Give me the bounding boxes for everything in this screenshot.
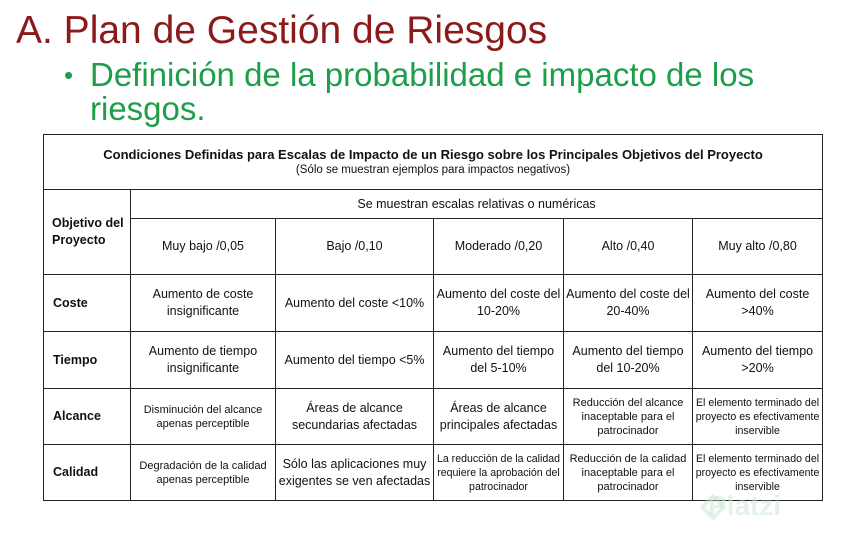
table-row-scope <box>44 389 823 445</box>
table-cell: Aumento del tiempo <5% <box>276 332 434 389</box>
objective-header: Objetivo del Proyecto <box>44 190 131 275</box>
table-cell: Reducción del alcance inaceptable para el patrocinador <box>564 389 693 445</box>
table-cell: Aumento del tiempo >20% <box>693 332 823 389</box>
row-label: Calidad <box>44 445 131 501</box>
scale-low: Bajo /0,10 <box>276 219 434 275</box>
table-row-quality <box>44 445 823 501</box>
table-cell: Aumento de coste insignificante <box>131 275 276 332</box>
table-cell: Áreas de alcance principales afectadas <box>434 389 564 445</box>
row-label: Coste <box>44 275 131 332</box>
table-cell: El elemento terminado del proyecto es efectivamente inservible <box>693 389 823 445</box>
table-cell: Aumento del coste >40% <box>693 275 823 332</box>
table-cell: Aumento del tiempo del 10-20% <box>564 332 693 389</box>
bullet-icon: • <box>64 60 74 90</box>
table-cell: Aumento de tiempo insignificante <box>131 332 276 389</box>
relative-scale-note: Se muestran escalas relativas o numéricas <box>131 190 823 219</box>
table-header <box>44 135 823 190</box>
table-row-cost <box>44 275 823 332</box>
table-note: (Sólo se muestran ejemplos para impactos negativos) <box>295 164 571 176</box>
table-cell: Aumento del coste del 20-40% <box>564 275 693 332</box>
table-cell: Degradación de la calidad apenas perceptible <box>131 445 276 501</box>
table-cell: Aumento del tiempo del 5-10% <box>434 332 564 389</box>
slide-title: A. Plan de Gestión de Riesgos <box>16 9 548 52</box>
impact-scale-table <box>43 134 823 501</box>
platzi-watermark: Platzi <box>708 490 782 521</box>
scale-very-high: Muy alto /0,80 <box>693 219 823 275</box>
table-cell: Sólo las aplicaciones muy exigentes se ven afectadas <box>276 445 434 501</box>
row-label: Alcance <box>44 389 131 445</box>
scale-moderate: Moderado /0,20 <box>434 219 564 275</box>
table-cell: La reducción de la calidad requiere la aprobación del patrocinador <box>434 445 564 501</box>
table-cell: Disminución del alcance apenas perceptible <box>131 389 276 445</box>
slide-subtitle: Definición de la probabilidad e impacto de los riesgos. <box>90 56 755 127</box>
table-cell: El elemento terminado del proyecto es efectivamente inservible <box>693 445 823 501</box>
scale-very-low: Muy bajo /0,05 <box>131 219 276 275</box>
row-label: Tiempo <box>44 332 131 389</box>
table-cell: Aumento del coste del 10-20% <box>434 275 564 332</box>
scale-header-row <box>44 219 823 275</box>
scale-high: Alto /0,40 <box>564 219 693 275</box>
table-cell: Reducción de la calidad inaceptable para el patrocinador <box>564 445 693 501</box>
table-row-time <box>44 332 823 389</box>
table-cell: Áreas de alcance secundarias afectadas <box>276 389 434 445</box>
table-cell: Aumento del coste <10% <box>276 275 434 332</box>
table-title: Condiciones Definidas para Escalas de Impacto de un Riesgo sobre los Principales Objetivos del Proyecto <box>103 147 763 162</box>
